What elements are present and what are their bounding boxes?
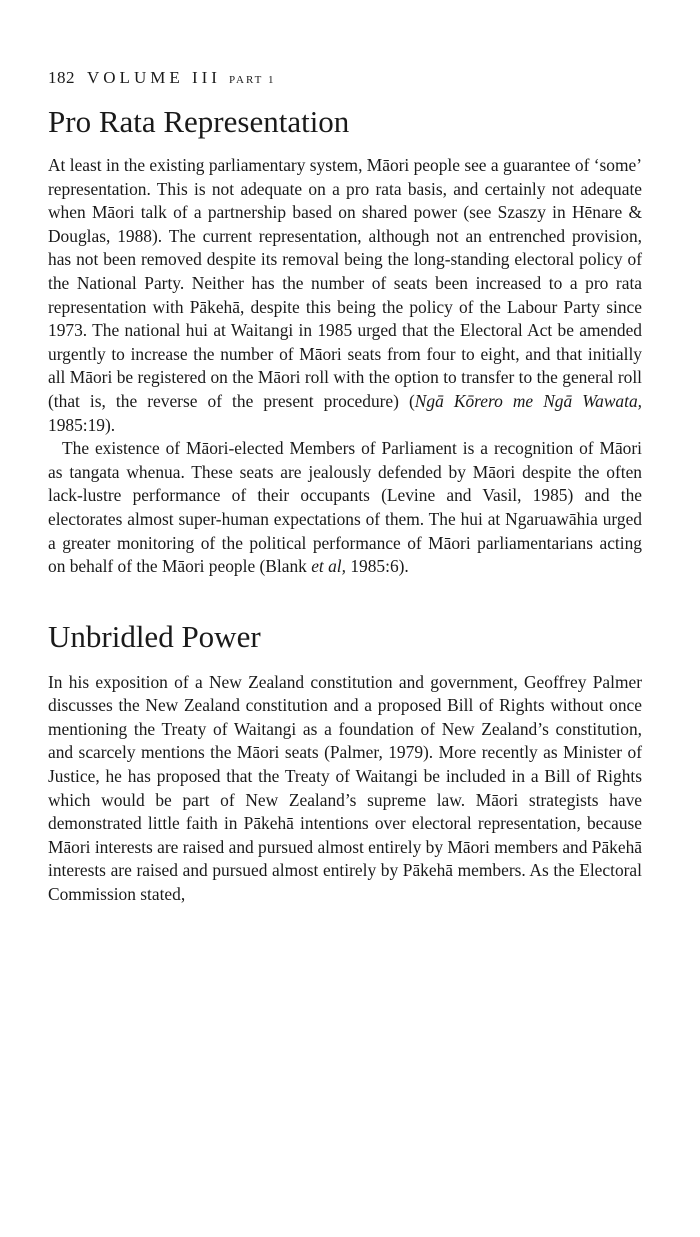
volume-label: VOLUME III — [87, 68, 221, 87]
section-heading-unbridled-power: Unbridled Power — [48, 618, 261, 654]
text-run: 1985:6). — [345, 556, 409, 577]
text-run-italic: Ngā Kōrero me Ngā Wawata, — [414, 390, 642, 411]
text-run-italic: et al, — [311, 556, 346, 577]
paragraph-pro-rata-2 — [48, 437, 642, 579]
text-run: At least in the existing parliamentary system, Māori people see a guarantee of ‘some’ representation. This is not adequate on a pro rata basis, and certainly not adequate when Māori talk of a partnership based on shared power (see Szaszy in Hēnare & Douglas, 1988). The current representation, although not an entrenched provision, has not been removed despite its removal being the long-standing electoral policy of the National Party. Neither has the number of seats been increased to a pro rata representation with Pākehā, despite this being the policy of the Labour Party since 1973. The national hui at Waitangi in 1985 urged that the Electoral Act be amended urgently to increase the number of Māori seats from four to eight, and that initially all Māori be registered on the Māori roll with the option to transfer to the general roll (that is, the reverse of the present procedure) ( — [48, 155, 642, 411]
book-page — [48, 66, 642, 907]
paragraph-unbridled-power-1 — [48, 671, 642, 907]
text-run: 1985:19). — [48, 414, 116, 435]
running-head — [48, 66, 642, 92]
text-run: The existence of Māori-elected Members of Parliament is a recognition of Māori as tangata whenua. These seats are jealously defended by Māori despite the often lack-lustre performance of their occupants (Levine and Vasil, 1985) and the electorates almost super-human expectations of them. The hui at Ngaruawāhia urged a greater monitoring of the political performance of Māori parliamentarians acting on behalf of the Māori people (Blank — [48, 438, 642, 577]
text-run: In his exposition of a New Zealand constitution and government, Geoffrey Palmer discusses the New Zealand constitution and a proposed Bill of Rights without once mentioning the Treaty of Waitangi as a foundation of New Zealand’s constitution, and scarcely mentions the Māori seats (Palmer, 1979). More recently as Minister of Justice, he has proposed that the Treaty of Waitangi be included in a Bill of Rights which would be part of New Zealand’s supreme law. Māori strategists have demonstrated little faith in Pākehā intentions over electoral representation, because Māori interests are raised and pursued almost entirely by Māori members and Pākehā interests are raised and pursued almost entirely by Pākehā members. As the Electoral Commission stated, — [48, 671, 642, 905]
part-label: PART 1 — [228, 74, 276, 86]
page-number: 182 — [48, 68, 75, 87]
section-heading-pro-rata: Pro Rata Representation — [48, 104, 350, 139]
paragraph-pro-rata-1 — [48, 154, 642, 437]
